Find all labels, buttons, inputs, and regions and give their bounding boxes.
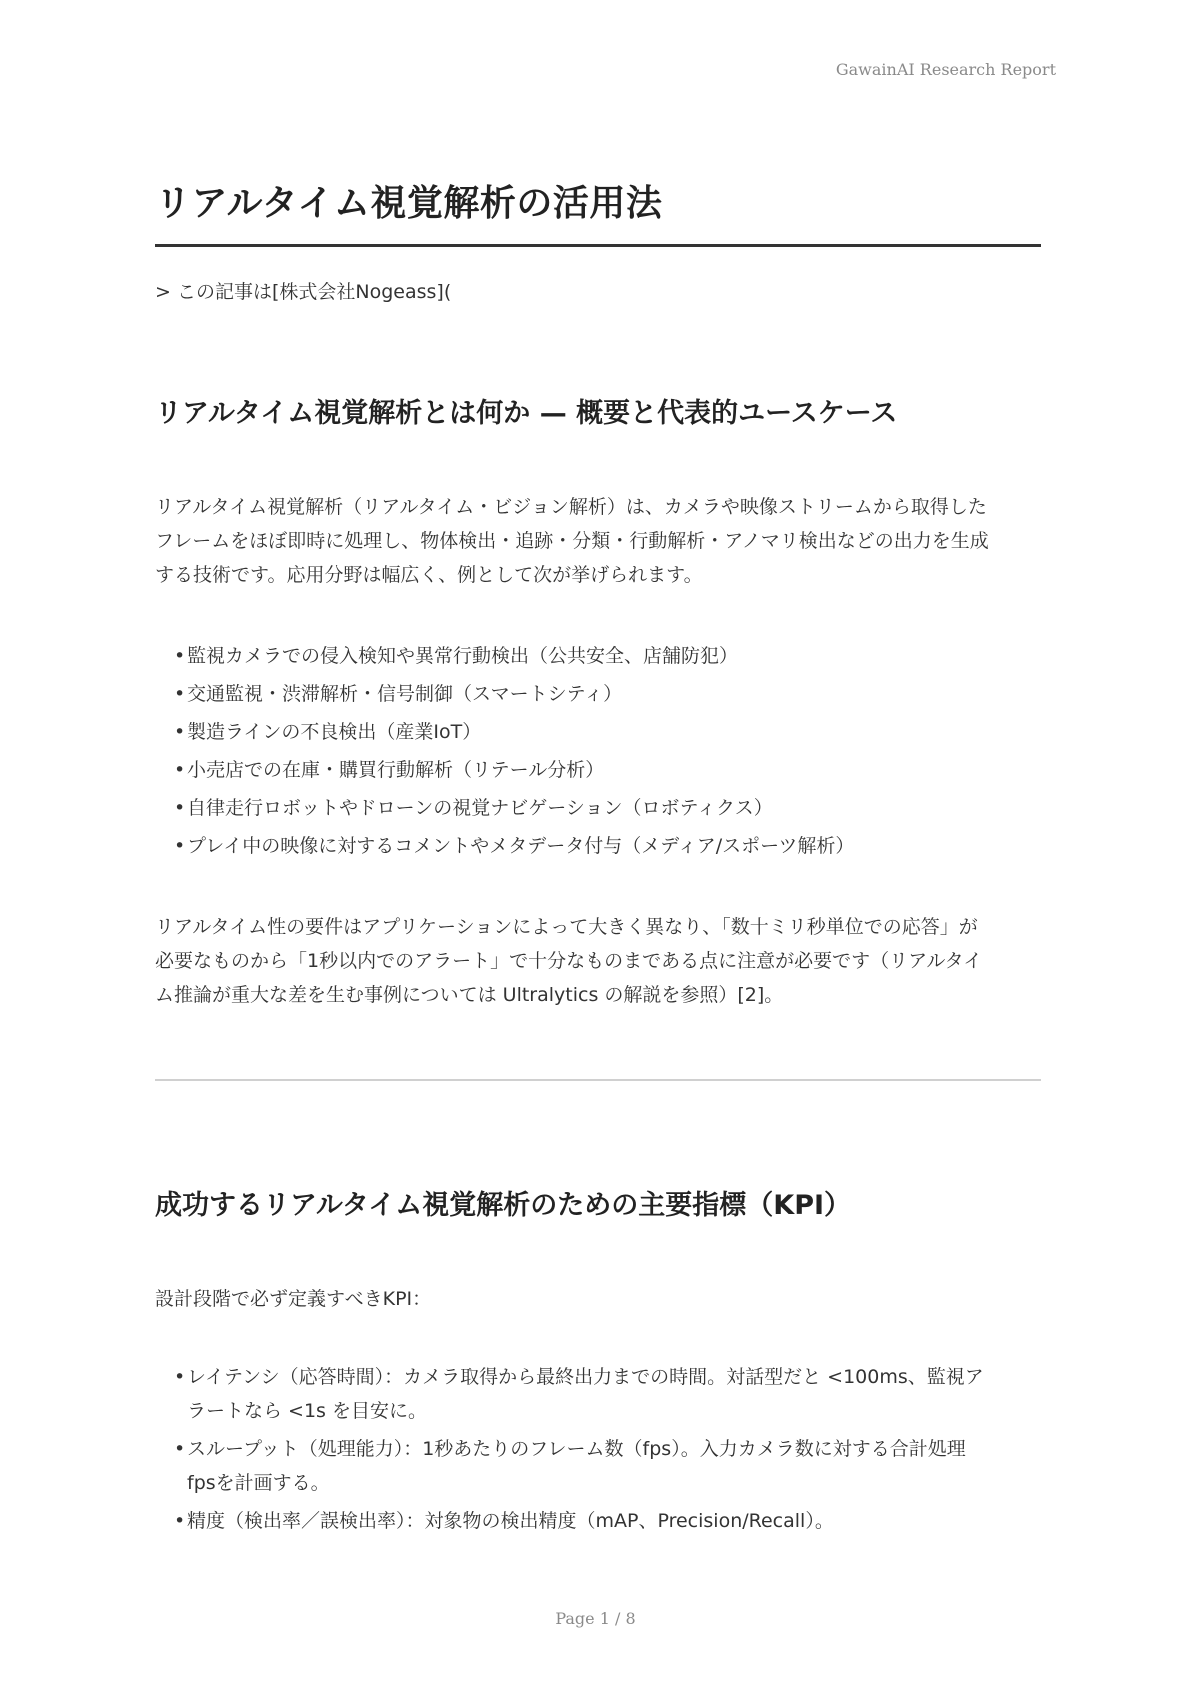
bullet-icon: •: [174, 835, 186, 857]
paragraph-line: する技術です。応用分野は幅広く、例として次が挙げられます。: [155, 564, 703, 586]
page-number: Page 1 / 8: [555, 1609, 636, 1628]
use-case-list: [155, 637, 1041, 865]
section-heading-overview: リアルタイム視覚解析とは何か — 概要と代表的ユースケース: [155, 398, 898, 429]
list-item: [155, 675, 1041, 713]
latency-note-paragraph: [155, 910, 1041, 1012]
bullet-icon: •: [174, 1438, 186, 1460]
running-header: GawainAI Research Report: [835, 60, 1056, 79]
paragraph-line: リアルタイム視覚解析（リアルタイム・ビジョン解析）は、カメラや映像ストリームから取得した: [155, 496, 987, 518]
list-item: [155, 751, 1041, 789]
kpi-intro: 設計段階で必ず定義すべきKPI：: [155, 1288, 432, 1310]
bullet-icon: •: [174, 1510, 186, 1532]
list-item: [155, 1432, 1041, 1500]
list-item-text: 小売店での在庫・購買行動解析（リテール分析）: [187, 759, 605, 781]
bullet-icon: •: [174, 645, 186, 667]
list-item-text: 精度（検出率／誤検出率）：対象物の検出精度（mAP、Precision/Recall）。: [187, 1510, 834, 1532]
document-title: リアルタイム視覚解析の活用法: [155, 183, 663, 224]
list-item-text: スループット（処理能力）：1秒あたりのフレーム数（fps）。入力カメラ数に対する合計処理: [187, 1438, 966, 1460]
list-item-text: 交通監視・渋滞解析・信号制御（スマートシティ）: [187, 683, 623, 705]
section-heading-kpi: 成功するリアルタイム視覚解析のための主要指標（KPI）: [155, 1190, 852, 1221]
paragraph-line: ム推論が重大な差を生む事例については Ultralytics の解説を参照）[2]。: [155, 984, 784, 1006]
list-item-text: 監視カメラでの侵入検知や異常行動検出（公共安全、店舗防犯）: [187, 645, 739, 667]
overview-paragraph: [155, 490, 1041, 592]
bullet-icon: •: [174, 721, 186, 743]
list-item-text: プレイ中の映像に対するコメントやメタデータ付与（メディア/スポーツ解析）: [187, 835, 855, 857]
list-item: [155, 713, 1041, 751]
bullet-icon: •: [174, 797, 186, 819]
bullet-icon: •: [174, 759, 186, 781]
list-item: [155, 789, 1041, 827]
paragraph-line: 必要なものから「1秒以内でのアラート」で十分なものまである点に注意が必要です（リアルタイ: [155, 950, 983, 972]
list-item-text: ラートなら <1s を目安に。: [187, 1400, 427, 1422]
section-divider: [155, 1079, 1041, 1081]
list-item-text: fpsを計画する。: [187, 1472, 330, 1494]
list-item: [155, 1360, 1041, 1428]
blockquote-text: > この記事は[株式会社Nogeass](: [155, 281, 452, 303]
paragraph-line: リアルタイム性の要件はアプリケーションによって大きく異なり、「数十ミリ秒単位での応答」が: [155, 916, 978, 938]
list-item-text: 製造ラインの不良検出（産業IoT）: [187, 721, 482, 743]
title-divider: [155, 244, 1041, 247]
paragraph-line: フレームをほぼ即時に処理し、物体検出・追跡・分類・行動解析・アノマリ検出などの出力を生成: [155, 530, 989, 552]
list-item: [155, 827, 1041, 865]
list-item: [155, 637, 1041, 675]
bullet-icon: •: [174, 1366, 186, 1388]
kpi-list: [155, 1360, 1041, 1538]
list-item: [155, 1504, 1041, 1538]
bullet-icon: •: [174, 683, 186, 705]
list-item-text: 自律走行ロボットやドローンの視覚ナビゲーション（ロボティクス）: [187, 797, 773, 819]
list-item-text: レイテンシ（応答時間）：カメラ取得から最終出力までの時間。対話型だと <100ms、監視ア: [187, 1366, 984, 1388]
